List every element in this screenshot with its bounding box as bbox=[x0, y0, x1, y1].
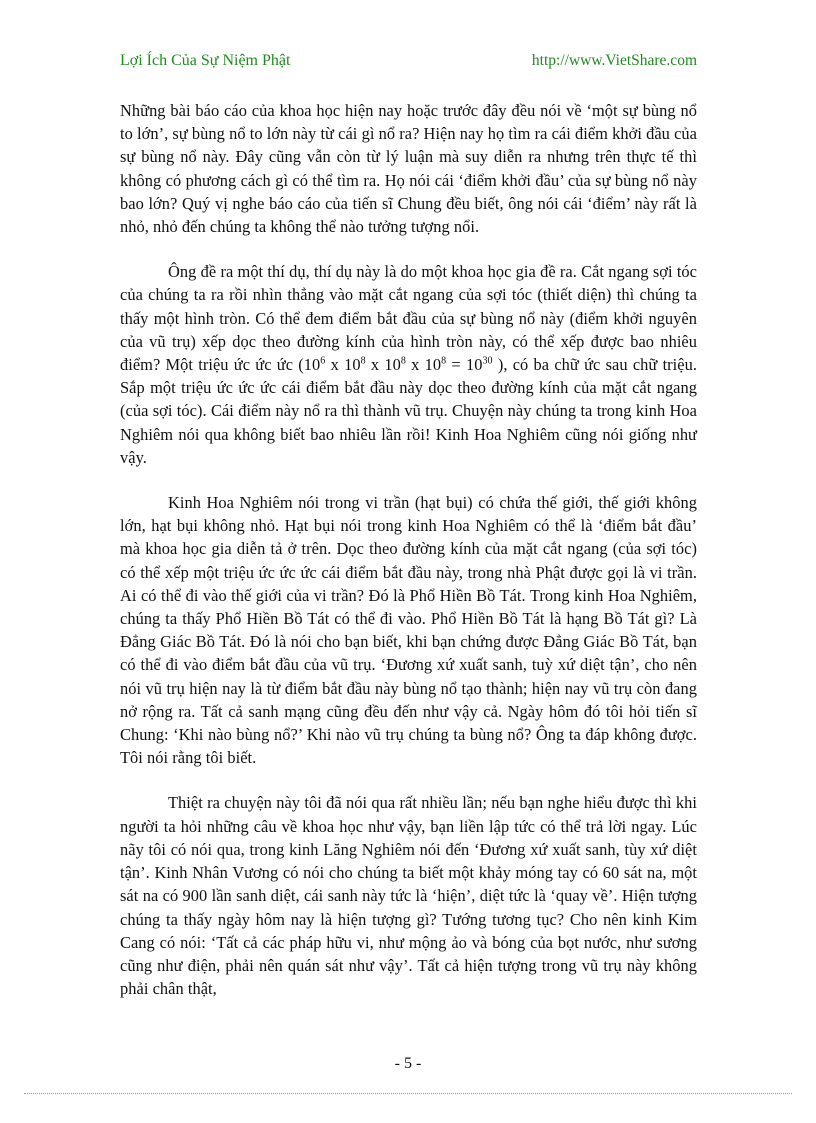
paragraph-4: Thiệt ra chuyện này tôi đã nói qua rất nhiều lần; nếu bạn nghe hiểu được thì khi người ta hỏi những câu về khoa học như vậy, bạn liền lập tức có thể trả lời ngay. Lúc nãy tôi có nói qua, trong kinh Lăng Nghiêm nói đến ‘Đương xứ xuất sanh, tùy xứ diệt tận’. Kinh Nhân Vương có nói cho chúng ta biết một khảy móng tay có 60 sát na, một sát na có 900 lần sanh diệt, cái sanh này tức là ‘hiện’, diệt tức là ‘quay về’. Hiện tượng chúng ta thấy ngày hôm nay là hiện tượng gì? Tướng tương tục? Cho nên kinh Kim Cang có nói: ‘Tất cả các pháp hữu vi, như mộng ảo và bóng của bọt nước, như sương cũng như điện, phải nên quán sát như vậy’. Tất cả hiện tượng trong vũ trụ này không phải chân thật, bbox=[120, 793, 697, 999]
paragraph-2-text: = 10 bbox=[446, 355, 483, 375]
paragraph-2 bbox=[120, 260, 697, 469]
exponent: 8 bbox=[441, 355, 447, 367]
paragraph-1: Những bài báo cáo của khoa học hiện nay hoặc trước đây đều nói về ‘một sự bùng nổ to lớn’, sự bùng nổ to lớn này từ cái gì nổ ra? Hiện nay họ tìm ra cái điểm khởi đầu của sự bùng nổ này. Đây cũng vẫn còn từ lý luận mà suy diễn ra nhưng trên thực tế thì không có phương cách gì có thể tìm ra. Họ nói cái ‘điểm khởi đầu’ của sự bùng nổ này bao lớn? Quý vị nghe báo cáo của tiến sĩ Chung đều biết, ông nói cái ‘điểm’ này rất là nhỏ, nhỏ đến chúng ta không thể nào tưởng tượng nổi. bbox=[120, 101, 697, 237]
page-header bbox=[120, 52, 697, 74]
header-title: Lợi Ích Của Sự Niệm Phật bbox=[120, 52, 291, 69]
paragraph-2-text: x 10 bbox=[325, 355, 361, 375]
page-bottom-divider bbox=[24, 1093, 792, 1094]
exponent: 6 bbox=[320, 355, 326, 367]
page-number: - 5 - bbox=[394, 1055, 422, 1072]
exponent: 30 bbox=[482, 355, 493, 367]
exponent: 8 bbox=[360, 355, 366, 367]
paragraph-3: Kinh Hoa Nghiêm nói trong vi trần (hạt bụi) có chứa thế giới, thế giới không lớn, hạt bụi không nhỏ. Hạt bụi nói trong kinh Hoa Nghiêm có thể là ‘điểm bắt đầu’ mà khoa học gia diễn tả ở trên. Dọc theo đường kính của mặt cắt ngang (của sợi tóc) có thể xếp một triệu ức ức ức cái điểm bắt đầu này, trong nhà Phật được gọi là vi trần. Ai có thể đi vào thế giới của vi trần? Đó là Phổ Hiền Bồ Tát. Trong kinh Hoa Nghiêm, chúng ta thấy Phổ Hiền Bồ Tát có thể đi vào. Phổ Hiền Bồ Tát là hạng Bồ Tát gì? Là Đẳng Giác Bồ Tát. Đó là nói cho bạn biết, khi bạn chứng được Đẳng Giác Bồ Tát, bạn có thể đi vào điểm bắt đầu của vũ trụ. ‘Đương xứ xuất sanh, tuỳ xứ diệt tận’, cho nên nói vũ trụ hiện nay là từ điểm bắt đầu này bùng nổ tạo thành; hiện nay vũ trụ còn đang nở rộng ra. Tất cả sanh mạng cũng đều đến như vậy cả. Ngày hôm đó tôi hỏi tiến sĩ Chung: ‘Khi nào bùng nổ?’ Khi nào vũ trụ chúng ta bùng nổ? Ông ta đáp không được. Tôi nói rằng tôi biết. bbox=[120, 493, 697, 768]
header-url[interactable]: http://www.VietShare.com bbox=[531, 52, 697, 69]
paragraph-2-text: ), có ba chữ ức sau chữ triệu. Sắp một triệu ức ức ức cái điểm bắt đầu này dọc theo đường kính của mặt cắt ngang (của sợi tóc). Cái điểm này nổ ra thì thành vũ trụ. Chuyện này chúng ta trong kinh Hoa Nghiêm nói qua không biết bao nhiêu lần rồi! Kinh Hoa Nghiêm cũng nói giống như vậy. bbox=[120, 355, 697, 467]
paragraph-2-text: Ông đề ra một thí dụ, thí dụ này là do một khoa học gia đề ra. Cắt ngang sợi tóc của chúng ta ra rồi nhìn thẳng vào mặt cắt ngang của sợi tóc (thiết diện) thì chúng ta thấy một hình tròn. Có thể đem điểm bắt đầu của sự bùng nổ này (điểm khởi nguyên của vũ trụ) xếp dọc theo đường kính của hình tròn này, có thể xếp được bao nhiêu điểm? Một triệu ức ức ức (10 bbox=[120, 262, 697, 375]
paragraph-2-text: x 10 bbox=[405, 355, 442, 375]
body-text bbox=[120, 99, 697, 1022]
paragraph-2-text: x 10 bbox=[365, 355, 401, 375]
exponent: 8 bbox=[400, 355, 406, 367]
